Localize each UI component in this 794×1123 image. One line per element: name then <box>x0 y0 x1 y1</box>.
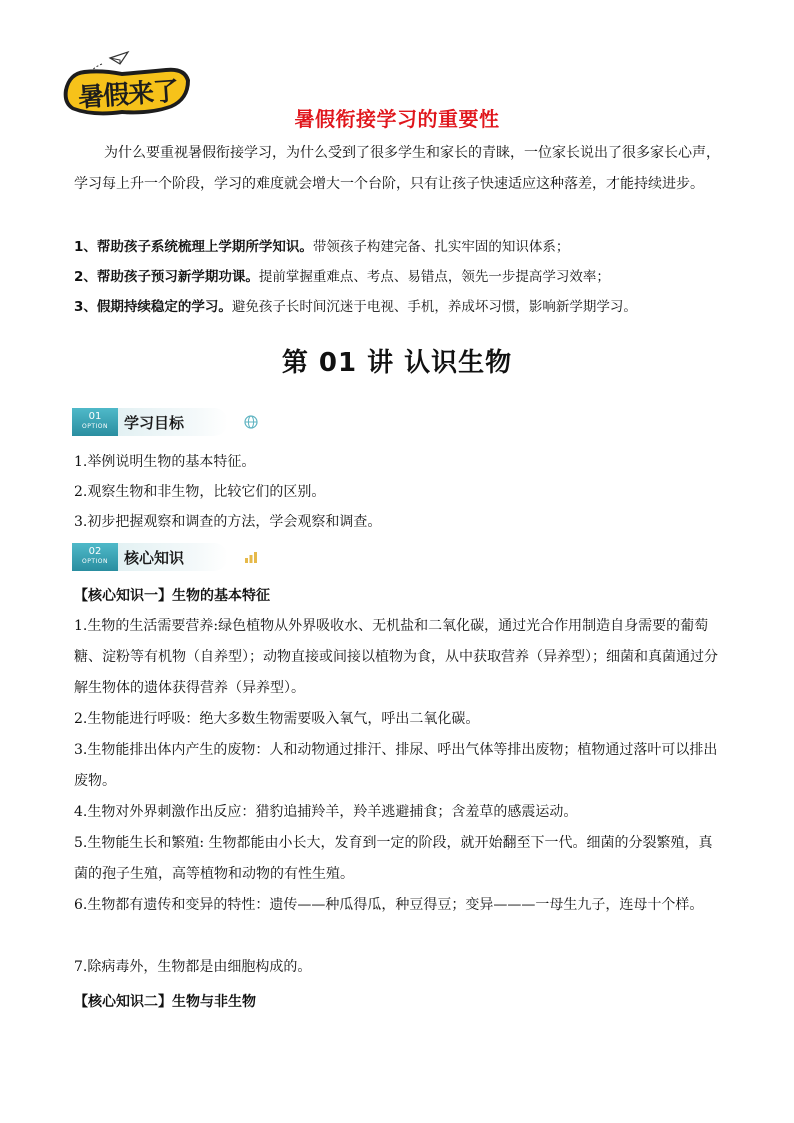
intro-paragraph: 为什么要重视暑假衔接学习，为什么受到了很多学生和家长的青睐，一位家长说出了很多家长心声，学习每上升一个阶段，学习的难度就会增大一个台阶，只有让孩子快速适应这种落差，才能持续进步。 <box>74 145 720 192</box>
intro-title: 暑假衔接学习的重要性 <box>294 107 500 131</box>
goal-item: 1.举例说明生物的基本特征。 <box>74 454 256 470</box>
logo-text: 暑假来了 <box>77 76 180 114</box>
section-label: 学习目标 <box>124 414 185 432</box>
intro-point-bold: 3、假期持续稳定的学习。 <box>74 299 232 315</box>
knowledge-item: 3.生物能排出体内产生的废物：人和动物通过排汗、排尿、呼出气体等排出废物；植物通过落叶可以排出废物。 <box>74 742 718 789</box>
goal-item: 3.初步把握观察和调查的方法，学会观察和调查。 <box>74 514 382 530</box>
knowledge-item: 4.生物对外界刺激作出反应：猎豹追捕羚羊，羚羊逃避捕食；含羞草的感震运动。 <box>74 804 578 820</box>
section-number: 01 <box>88 411 102 422</box>
core-knowledge-2-title: 【核心知识二】生物与非生物 <box>74 994 256 1010</box>
lesson-title: 第 01 讲 认识生物 <box>281 348 513 378</box>
section-badge-core-knowledge <box>72 543 228 571</box>
intro-point <box>74 267 734 287</box>
goal-item: 2.观察生物和非生物，比较它们的区别。 <box>74 484 326 500</box>
knowledge-item: 1.生物的生活需要营养:绿色植物从外界吸收水、无机盐和二氧化碳，通过光合作用制造自身需要的葡萄糖、淀粉等有机物（自养型）；动物直接或间接以植物为食，从中获取营养（异养型）；细菌和真菌通过分解生物体的遗体获得营养（异养型）。 <box>74 618 718 696</box>
section-option-label: OPTION <box>82 558 108 565</box>
section-number-block <box>72 408 118 436</box>
section-badge-learning-goals <box>72 408 228 436</box>
intro-point-text: 提前掌握重难点、考点、易错点，领先一步提高学习效率； <box>258 269 610 285</box>
section-label-block <box>118 408 228 436</box>
core-knowledge-1-title: 【核心知识一】生物的基本特征 <box>74 588 270 604</box>
section-label-block <box>118 543 228 571</box>
globe-icon <box>244 415 258 429</box>
intro-point-text: 带领孩子构建完备、扎实牢固的知识体系； <box>312 239 570 255</box>
intro-point-text: 避免孩子长时间沉迷于电视、手机，养成坏习惯，影响新学期学习。 <box>231 299 637 315</box>
intro-point-bold: 2、帮助孩子预习新学期功课。 <box>74 269 259 285</box>
knowledge-item: 6.生物都有遗传和变异的特性：遗传——种瓜得瓜，种豆得豆；变异———一母生九子，连母十个样。 <box>74 897 704 913</box>
knowledge-item: 5.生物能生长和繁殖: 生物都能由小长大，发育到一定的阶段，就开始翻至下一代。细菌的分裂繁殖，真菌的孢子生殖，高等植物和动物的有性生殖。 <box>74 835 713 882</box>
chart-icon <box>244 550 258 564</box>
intro-point <box>74 297 734 317</box>
section-number-block <box>72 543 118 571</box>
section-label: 核心知识 <box>124 549 185 567</box>
knowledge-item: 7.除病毒外，生物都是由细胞构成的。 <box>74 959 312 975</box>
intro-point-bold: 1、帮助孩子系统梳理上学期所学知识。 <box>74 239 313 255</box>
intro-point <box>74 237 734 257</box>
section-number: 02 <box>88 546 102 557</box>
knowledge-item: 2.生物能进行呼吸：绝大多数生物需要吸入氧气，呼出二氧化碳。 <box>74 711 480 727</box>
section-option-label: OPTION <box>82 423 108 430</box>
